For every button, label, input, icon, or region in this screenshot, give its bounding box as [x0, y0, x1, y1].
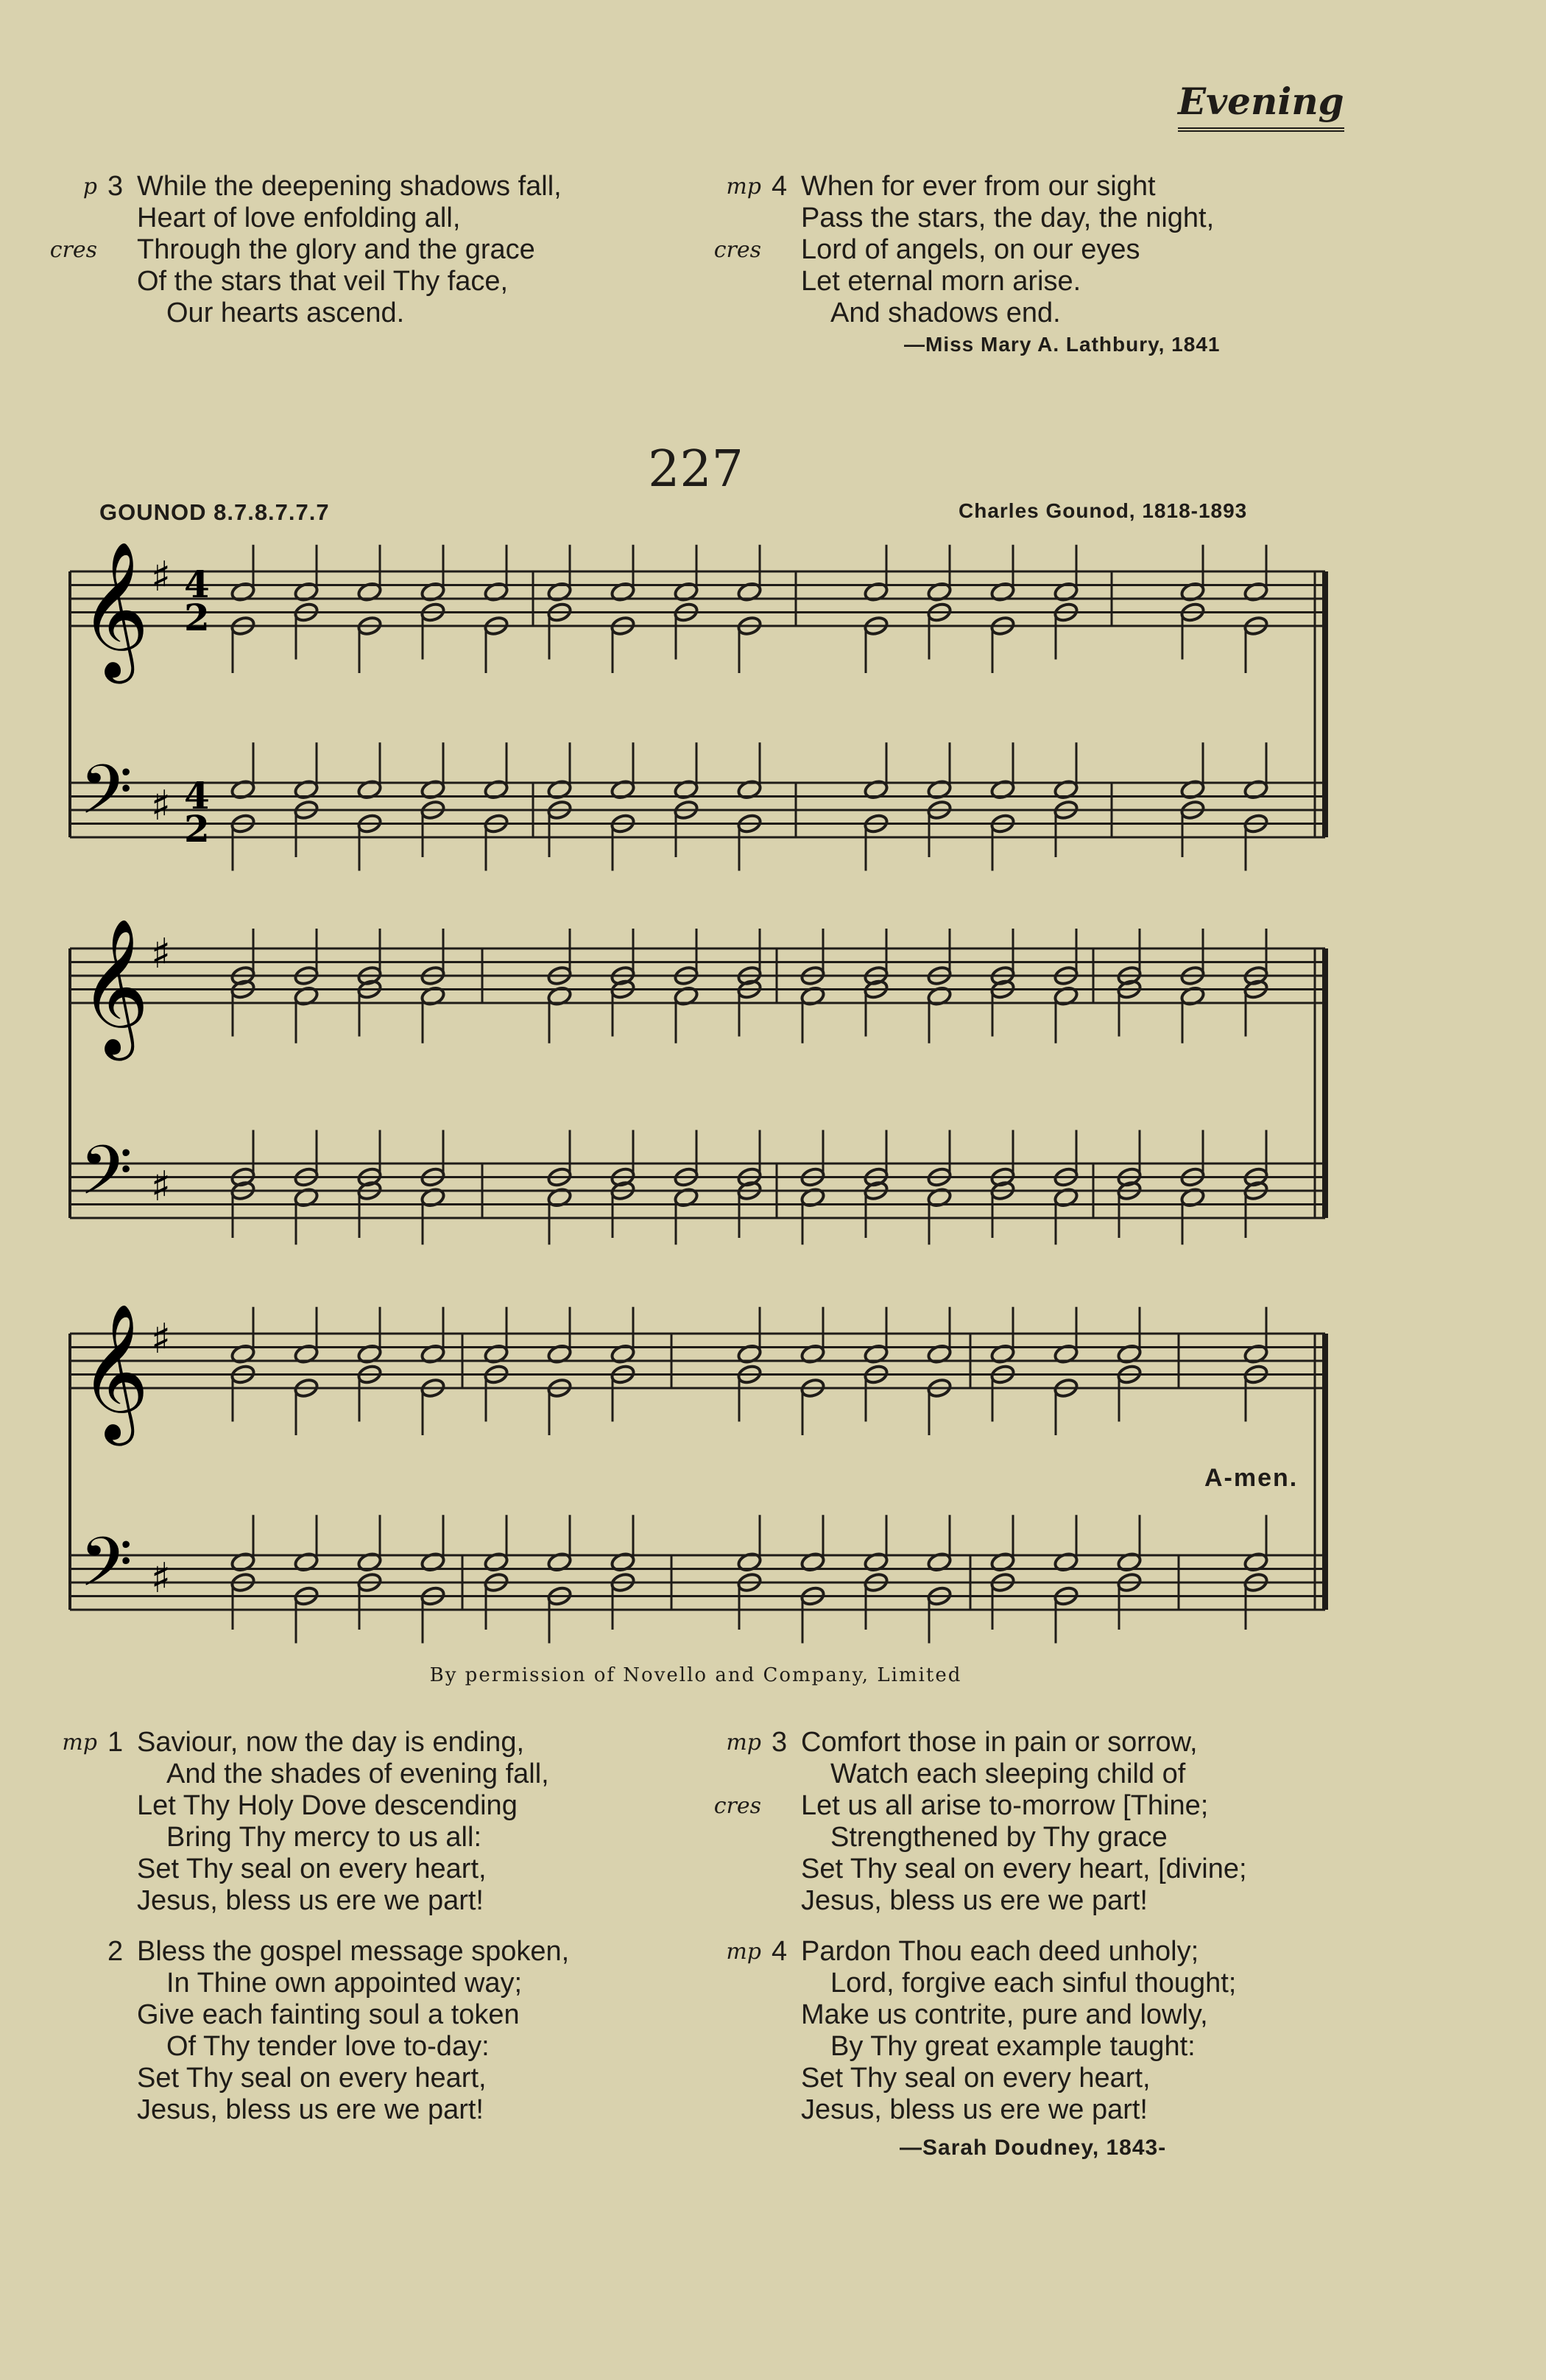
verse-number: 3	[107, 171, 124, 202]
verse-number	[772, 1790, 801, 1822]
verse-text: Bless the gospel message spoken,	[137, 1936, 570, 1967]
verse-text: Comfort those in pain or sorrow,	[801, 1727, 1198, 1758]
section-header: Evening	[1178, 80, 1344, 132]
verse-number: 1	[107, 1727, 124, 1758]
dynamic-mark	[44, 1822, 107, 1853]
verse-line	[44, 1790, 569, 1822]
dynamic-mark: mp	[726, 174, 761, 200]
verse-text: Lord, forgive each sinful thought;	[830, 1968, 1237, 1999]
verse-text: Jesus, bless us ere we part!	[137, 2094, 484, 2125]
verse-line	[708, 2063, 1247, 2094]
verse-line	[44, 1968, 569, 1999]
text-attribution-2: —Sarah Doudney, 1843-	[900, 2136, 1167, 2160]
verse-line	[44, 2094, 569, 2126]
verse-line	[44, 1885, 569, 1917]
verse-text: Through the glory and the grace	[137, 234, 535, 265]
verse-number	[772, 1822, 801, 1853]
verse-text: Pardon Thou each deed unholy;	[801, 1936, 1199, 1967]
dynamic-mark	[44, 1999, 107, 2031]
verse-number: 4	[772, 1936, 788, 1967]
dynamic-mark: p	[82, 174, 97, 200]
sharp-icon: ♯	[151, 930, 172, 978]
sharp-icon: ♯	[151, 1554, 172, 1602]
verse-number	[772, 1999, 801, 2031]
verse-text: Let us all arise to-morrow [Thine;	[801, 1790, 1209, 1821]
dynamic-mark	[44, 2094, 107, 2126]
verse-text: Our hearts ascend.	[166, 298, 405, 328]
treble-clef-icon: 𝄞	[80, 917, 149, 1055]
dynamic-mark: cres	[713, 1793, 761, 1819]
verse-text: Jesus, bless us ere we part!	[801, 2094, 1148, 2125]
verse-number	[107, 1790, 137, 1822]
verse-number	[107, 1822, 137, 1853]
verse-number	[107, 1999, 137, 2031]
verse-number	[772, 1758, 801, 1790]
tune-name: GOUNOD 8.7.8.7.7.7	[99, 499, 330, 525]
verse-number: 3	[772, 1727, 788, 1758]
dynamic-mark	[44, 1968, 107, 1999]
verse-text: Saviour, now the day is ending,	[137, 1727, 525, 1758]
bass-clef-icon: 𝄢	[80, 1523, 133, 1619]
stanza	[44, 1936, 569, 2126]
verse-line	[44, 1999, 569, 2031]
sharp-icon: ♯	[151, 781, 172, 830]
bass-clef-icon: 𝄢	[80, 750, 133, 847]
verse-text: Strengthened by Thy grace	[830, 1822, 1168, 1853]
verse-number	[107, 2094, 137, 2126]
verse-number: 2	[107, 1936, 124, 1967]
verse-line	[708, 1758, 1247, 1790]
time-signature-top: 4	[184, 774, 210, 817]
dynamic-mark	[44, 1936, 107, 1968]
sharp-icon: ♯	[151, 1315, 172, 1363]
bottom-verses-right	[708, 1727, 1247, 2126]
dynamic-mark	[708, 1822, 772, 1853]
verse-line	[708, 1936, 1247, 1968]
verse-line	[44, 1727, 569, 1758]
verse-text: Set Thy seal on every heart,	[137, 2063, 487, 2094]
verse-line	[44, 2031, 569, 2063]
verse-text: In Thine own appointed way;	[166, 1968, 523, 1999]
dynamic-mark	[708, 1885, 772, 1917]
verse-text: Heart of love enfolding all,	[137, 203, 461, 233]
bass-clef-icon: 𝄢	[80, 1131, 133, 1228]
verse-line	[708, 1727, 1247, 1758]
verse-text: Bring Thy mercy to us all:	[166, 1822, 482, 1853]
verse-number	[107, 1885, 137, 1917]
verse-number	[772, 2063, 801, 2094]
dynamic-mark	[708, 1853, 772, 1885]
verse-text: Of the stars that veil Thy face,	[137, 266, 509, 297]
dynamic-mark	[708, 1999, 772, 2031]
treble-clef-icon: 𝄞	[80, 1302, 149, 1440]
dynamic-mark	[708, 1758, 772, 1790]
stanza	[44, 1727, 569, 1917]
dynamic-mark	[708, 1968, 772, 1999]
verse-text: Set Thy seal on every heart, [divine;	[801, 1853, 1247, 1884]
verse-text: Jesus, bless us ere we part!	[137, 1885, 484, 1916]
verse-text: Lord of angels, on our eyes	[801, 234, 1140, 265]
time-signature-top: 4	[184, 563, 210, 606]
verse-line	[708, 1885, 1247, 1917]
dynamic-mark	[44, 2063, 107, 2094]
verse-line	[708, 1790, 1247, 1822]
verse-line	[44, 1758, 569, 1790]
verse-line	[44, 1936, 569, 1968]
verse-line	[708, 1853, 1247, 1885]
verse-line	[44, 1822, 569, 1853]
dynamic-mark: cres	[713, 237, 761, 263]
verse-text: Set Thy seal on every heart,	[801, 2063, 1151, 2094]
dynamic-mark: mp	[62, 1730, 97, 1756]
verse-number	[772, 1885, 801, 1917]
verse-line	[708, 2031, 1247, 2063]
text-attribution: —Miss Mary A. Lathbury, 1841	[904, 333, 1221, 356]
sharp-icon: ♯	[151, 553, 172, 601]
sharp-icon: ♯	[151, 1162, 172, 1211]
dynamic-mark	[708, 2094, 772, 2126]
verse-text: Jesus, bless us ere we part!	[801, 1885, 1148, 1916]
verse-number	[772, 1853, 801, 1885]
verse-text: And the shades of evening fall,	[166, 1758, 549, 1789]
time-signature-bottom: 2	[184, 807, 210, 851]
verse-text: Let eternal morn arise.	[801, 266, 1081, 297]
dynamic-mark: cres	[49, 237, 97, 263]
verse-number	[107, 1968, 137, 1999]
composer-credit: Charles Gounod, 1818-1893	[959, 499, 1248, 522]
stanza	[708, 1936, 1247, 2126]
verse-text: Set Thy seal on every heart,	[137, 1853, 487, 1884]
dynamic-mark	[44, 1790, 107, 1822]
dynamic-mark	[708, 2031, 772, 2063]
verse-number	[107, 2031, 137, 2063]
verse-number	[772, 2031, 801, 2063]
permission-note: By permission of Novello and Company, Limited	[429, 1664, 962, 1686]
verse-number	[107, 1853, 137, 1885]
verse-text: Watch each sleeping child of	[830, 1758, 1186, 1789]
dynamic-mark	[44, 1758, 107, 1790]
verse-number	[107, 1758, 137, 1790]
time-signature-bottom: 2	[184, 596, 210, 639]
treble-clef-icon: 𝄞	[80, 540, 149, 677]
verse-number	[772, 1968, 801, 1999]
verse-text: By Thy great example taught:	[830, 2031, 1196, 2062]
verse-text: While the deepening shadows fall,	[137, 171, 562, 202]
bottom-verses-left	[44, 1727, 569, 2126]
verse-text: When for ever from our sight	[801, 171, 1156, 202]
verse-line	[708, 2094, 1247, 2126]
verse-number	[107, 2063, 137, 2094]
verse-text: Give each fainting soul a token	[137, 1999, 520, 2030]
dynamic-mark: mp	[726, 1730, 761, 1756]
verse-line	[708, 1968, 1247, 1999]
dynamic-mark	[44, 1885, 107, 1917]
verse-text: Pass the stars, the day, the night,	[801, 203, 1215, 233]
verse-line	[44, 2063, 569, 2094]
amen-label: A-men.	[1204, 1464, 1299, 1492]
verse-text: And shadows end.	[830, 298, 1061, 328]
verse-line	[708, 1999, 1247, 2031]
verse-number: 4	[772, 171, 788, 202]
dynamic-mark	[44, 2031, 107, 2063]
dynamic-mark	[708, 2063, 772, 2094]
verse-text: Let Thy Holy Dove descending	[137, 1790, 518, 1821]
verse-number	[772, 2094, 801, 2126]
stanza	[708, 1727, 1247, 1917]
verse-line	[708, 1822, 1247, 1853]
verse-text: Make us contrite, pure and lowly,	[801, 1999, 1208, 2030]
verse-text: Of Thy tender love to-day:	[166, 2031, 490, 2062]
verse-line	[44, 1853, 569, 1885]
dynamic-mark: mp	[726, 1939, 761, 1965]
hymn-number: 227	[648, 440, 744, 499]
dynamic-mark	[44, 1853, 107, 1885]
